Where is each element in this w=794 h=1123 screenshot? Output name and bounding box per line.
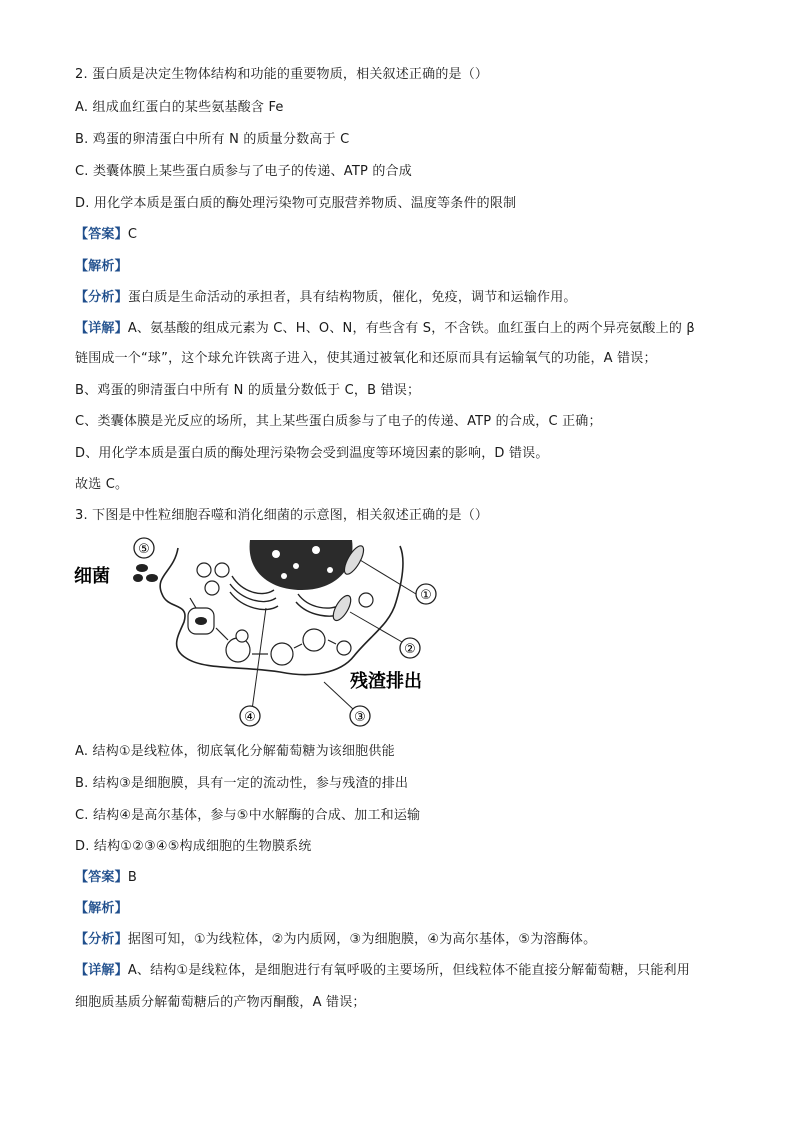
q3-answer bbox=[75, 869, 137, 887]
q2-detail-2: 链围成一个“球”，这个球允许铁离子进入，使其通过被氧化和还原而具有运输氧气的功能，A 错误； bbox=[75, 351, 657, 366]
label-1-text: ① bbox=[420, 588, 432, 603]
q2-detail-3: B、鸡蛋的卵清蛋白中所有 N 的质量分数低于 C，B 错误； bbox=[75, 383, 421, 398]
q2-fenxi-text: 蛋白质是生命活动的承担者，具有结构物质，催化，免疫，调节和运输作用。 bbox=[127, 290, 577, 305]
q2-detail-5: D、用化学本质是蛋白质的酶处理污染物会受到温度等环境因素的影响，D 错误。 bbox=[75, 446, 549, 461]
q2-detail-4: C、类囊体膜是光反应的场所，其上某些蛋白质参与了电子的传递、ATP 的合成，C 正确； bbox=[75, 414, 602, 429]
q3-analysis-title: 【解析】 bbox=[75, 901, 128, 916]
q2-answer-tag: 【答案】 bbox=[75, 227, 128, 242]
bacteria-cluster bbox=[133, 564, 158, 582]
neutrophil-diagram bbox=[70, 532, 450, 732]
nucleus bbox=[250, 540, 353, 590]
q3-stem: 3. 下图是中性粒细胞吞噬和消化细菌的示意图，相关叙述正确的是（） bbox=[75, 508, 489, 523]
label-2-text: ② bbox=[404, 642, 416, 657]
label-5 bbox=[134, 538, 154, 558]
label-2 bbox=[400, 638, 420, 658]
q3-option-a: A. 结构①是线粒体，彻底氧化分解葡萄糖为该细胞供能 bbox=[75, 744, 395, 759]
q2-detail-1 bbox=[75, 320, 695, 338]
q2-xiangjie-tag: 【详解】 bbox=[75, 321, 128, 336]
q2-option-d: D. 用化学本质是蛋白质的酶处理污染物可克服营养物质、温度等条件的限制 bbox=[75, 196, 517, 211]
q3-option-b: B. 结构③是细胞膜，具有一定的流动性，参与残渣的排出 bbox=[75, 776, 409, 791]
label-residue: 残渣排出 bbox=[350, 671, 422, 692]
q2-option-b: B. 鸡蛋的卵清蛋白中所有 N 的质量分数高于 C bbox=[75, 132, 350, 147]
q3-xiangjie-tag: 【详解】 bbox=[75, 963, 128, 978]
q3-answer-tag: 【答案】 bbox=[75, 870, 128, 885]
q3-fenxi bbox=[75, 931, 596, 949]
label-bacteria: 细菌 bbox=[74, 566, 110, 587]
q3-option-d: D. 结构①②③④⑤构成细胞的生物膜系统 bbox=[75, 839, 312, 854]
q2-option-a: A. 组成血红蛋白的某些氨基酸含 Fe bbox=[75, 100, 284, 115]
q2-analysis-title: 【解析】 bbox=[75, 259, 128, 274]
nucleus-spot bbox=[272, 550, 280, 558]
q3-fenxi-tag: 【分析】 bbox=[75, 932, 128, 947]
label-5-text: ⑤ bbox=[138, 542, 150, 557]
nucleus-spot bbox=[293, 563, 299, 569]
q3-detail-1 bbox=[75, 962, 690, 980]
q2-option-c: C. 类囊体膜上某些蛋白质参与了电子的传递、ATP 的合成 bbox=[75, 164, 412, 179]
label-4 bbox=[240, 706, 260, 726]
q2-conclusion: 故选 C。 bbox=[75, 477, 129, 492]
q3-answer-value: B bbox=[127, 870, 137, 885]
q3-fenxi-text: 据图可知，①为线粒体，②为内质网，③为细胞膜，④为高尔基体，⑤为溶酶体。 bbox=[127, 932, 597, 947]
q2-detail-1-text: A、氨基酸的组成元素为 C、H、O、N，有些含有 S，不含铁。血红蛋白上的两个异亮氨酸上的 β bbox=[127, 321, 695, 336]
nucleus-spot bbox=[327, 567, 333, 573]
label-3 bbox=[350, 706, 370, 726]
q3-option-c: C. 结构④是高尔基体，参与⑤中水解酶的合成、加工和运输 bbox=[75, 808, 421, 823]
q2-answer bbox=[75, 226, 137, 244]
bacterium-in-phagosome bbox=[195, 617, 207, 625]
q2-stem: 2. 蛋白质是决定生物体结构和功能的重要物质，相关叙述正确的是（） bbox=[75, 67, 489, 82]
q3-detail-1-text: A、结构①是线粒体，是细胞进行有氧呼吸的主要场所，但线粒体不能直接分解葡萄糖，只能利用 bbox=[127, 963, 690, 978]
nucleus-spot bbox=[281, 573, 287, 579]
nucleus-spot bbox=[312, 546, 320, 554]
label-1 bbox=[416, 584, 436, 604]
q2-answer-value: C bbox=[127, 227, 138, 242]
q2-fenxi bbox=[75, 289, 577, 307]
label-3-text: ③ bbox=[354, 710, 366, 725]
label-4-text: ④ bbox=[244, 710, 256, 725]
q3-detail-2: 细胞质基质分解葡萄糖后的产物丙酮酸，A 错误； bbox=[75, 995, 366, 1010]
q2-fenxi-tag: 【分析】 bbox=[75, 290, 128, 305]
